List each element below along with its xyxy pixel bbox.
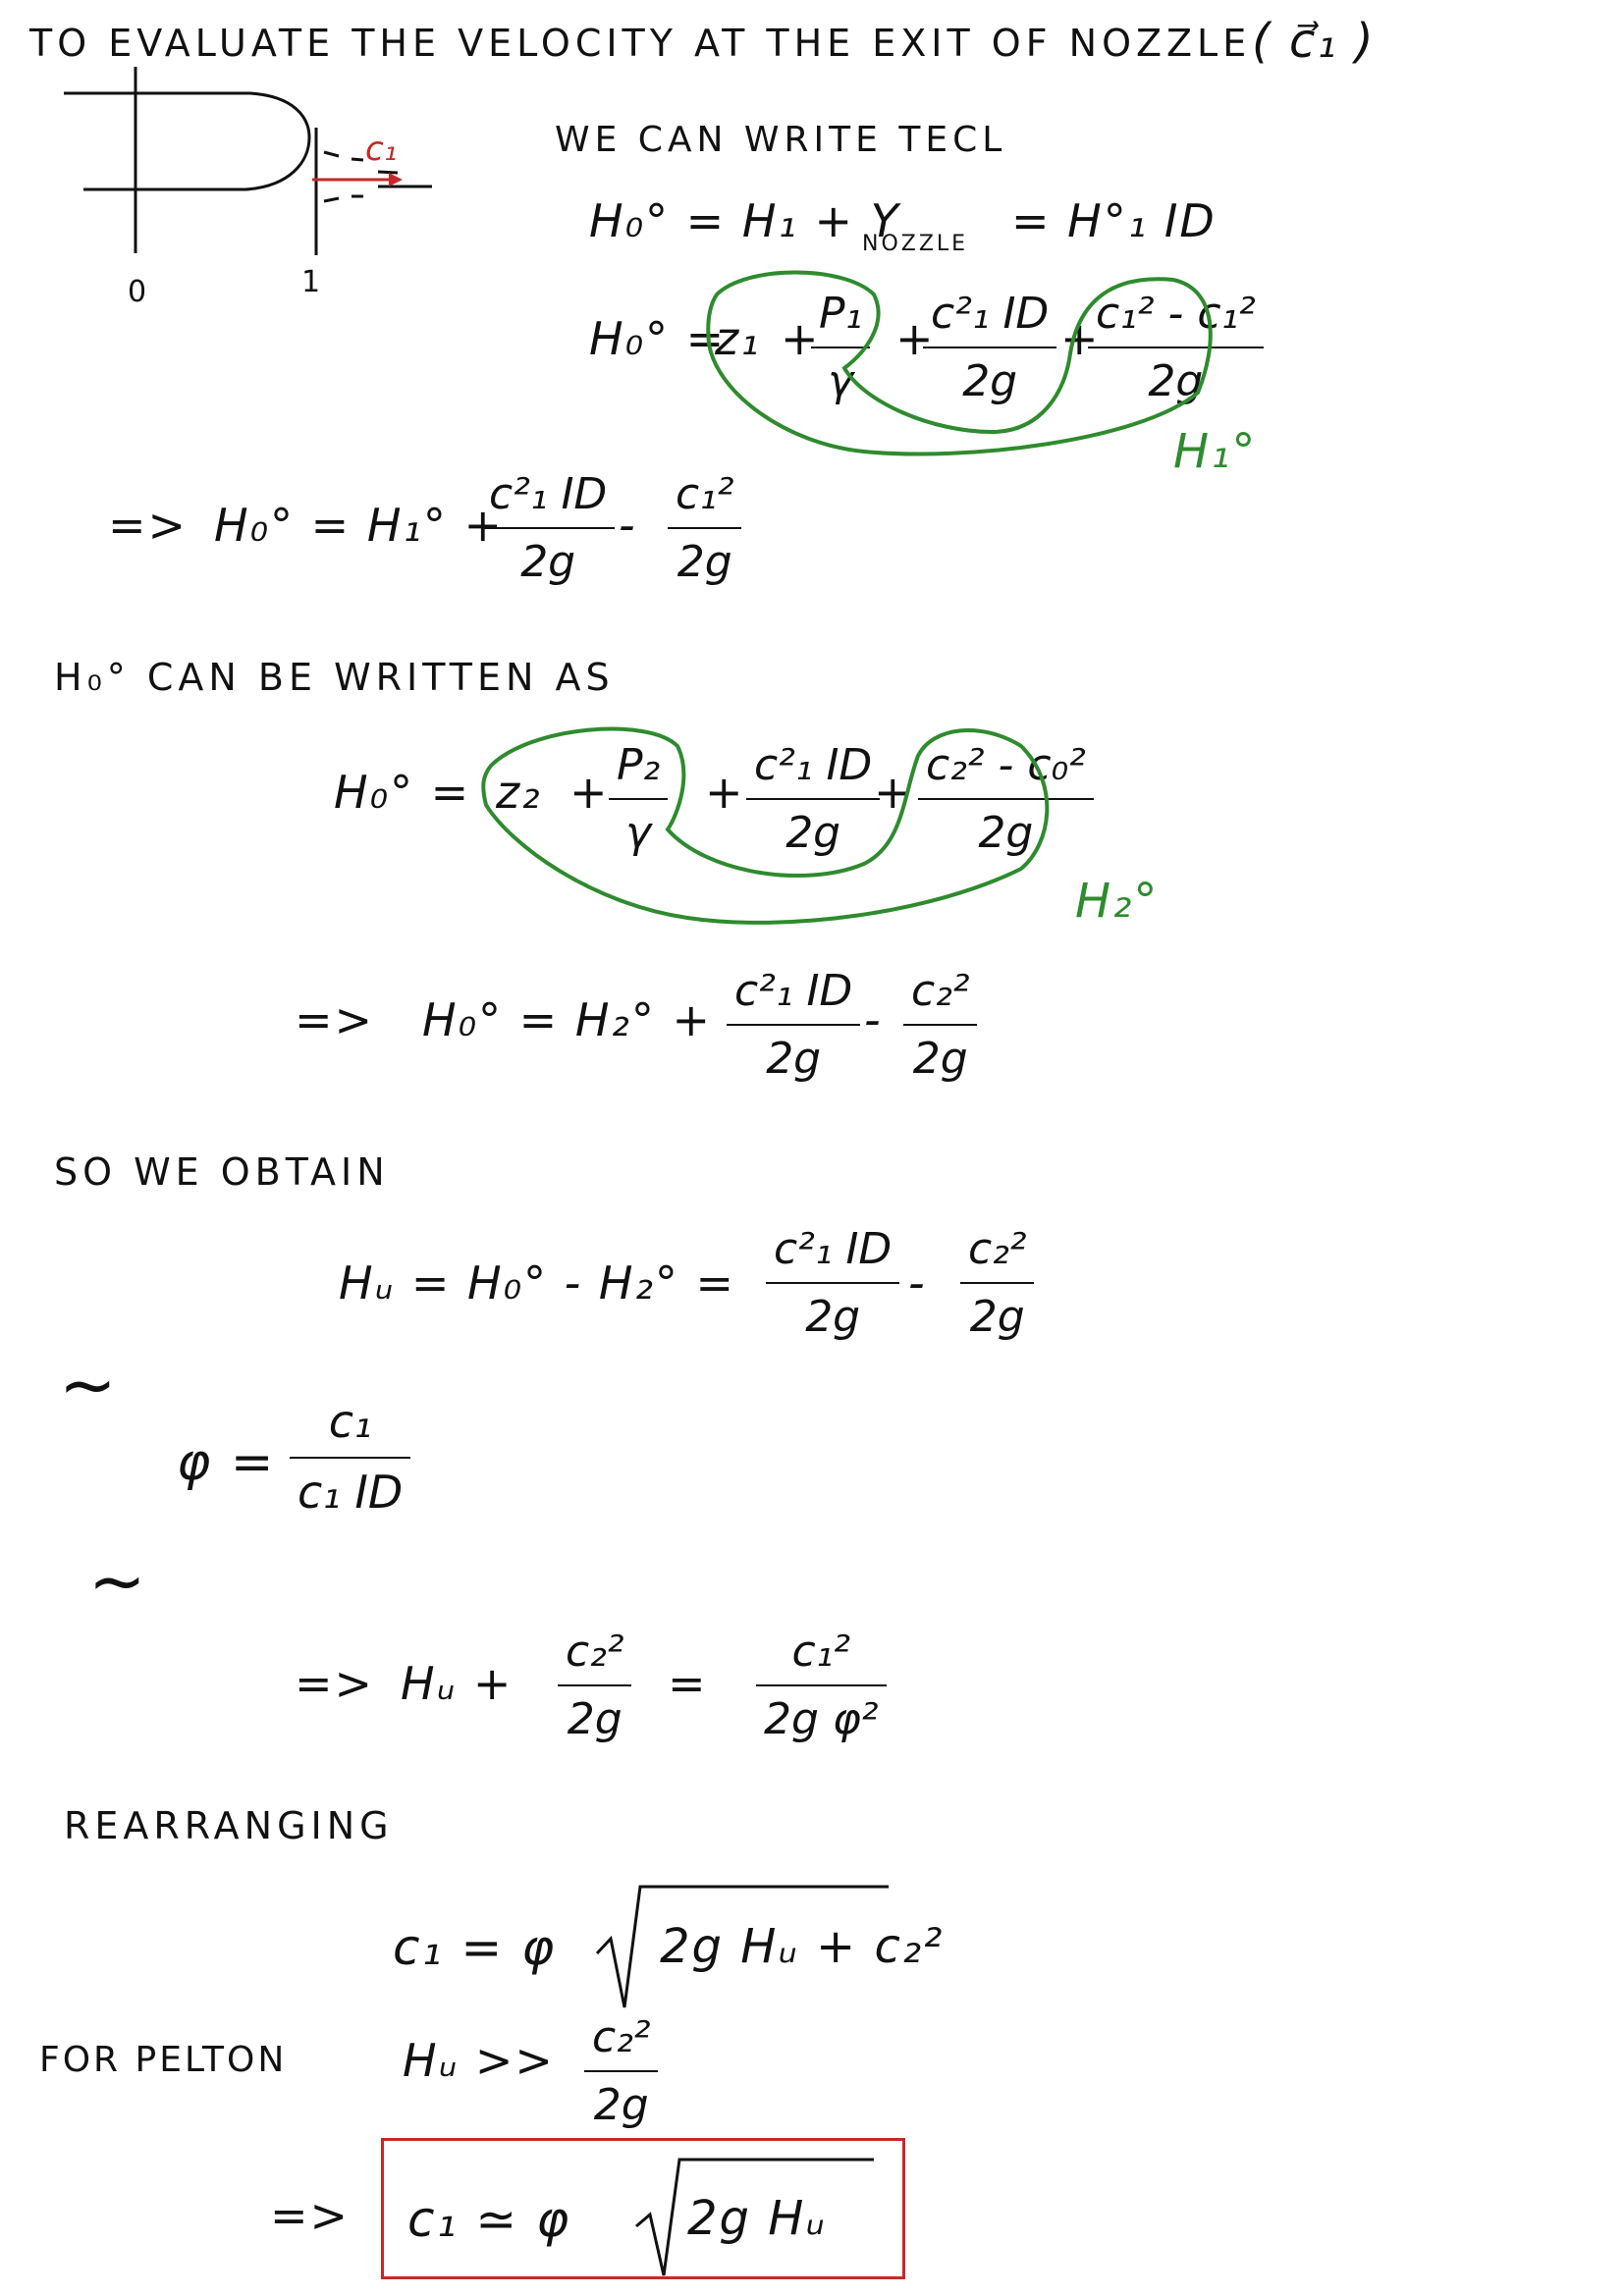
- equation-2-pressure-den: γ: [828, 356, 854, 406]
- equation-1-subscript: NOZZLE: [862, 232, 969, 256]
- equation-2-diff-num: c₁² - c₁²: [1096, 289, 1256, 339]
- equation-6-a-num: c²₁ ID: [774, 1224, 893, 1274]
- equation-7-den: c₁ ID: [298, 1465, 404, 1519]
- equation-9-lhs: c₁ = φ: [393, 1919, 557, 1976]
- equation-6-minus: -: [908, 1256, 927, 1309]
- equation-4-kinetic-den: 2g: [785, 808, 841, 858]
- equation-8-equals: =: [668, 1657, 708, 1710]
- equation-5-lhs: H₀° = H₂° +: [422, 993, 713, 1046]
- equation-2-plus-1: +: [781, 312, 821, 365]
- equation-2-pressure-num: P₁: [819, 289, 863, 339]
- equation-4-lhs: H₀° =: [334, 766, 471, 819]
- equation-1-rhs: = H°₁ ID: [1011, 194, 1217, 247]
- equation-6-b-den: 2g: [969, 1292, 1025, 1342]
- separator-tilde-2: ~: [88, 1541, 146, 1622]
- equation-2-plus-2: +: [895, 312, 936, 365]
- equation-2-z: z₁: [715, 312, 761, 365]
- pelton-lhs: Hᵤ >>: [403, 2034, 555, 2087]
- section-1-label: 1: [301, 265, 321, 299]
- section-0-label: 0: [128, 275, 147, 309]
- equation-4-kinetic-num: c²₁ ID: [754, 740, 873, 790]
- section-2-heading: H₀° CAN BE WRITTEN AS: [54, 656, 615, 699]
- equation-5-b-num: c₂²: [911, 966, 970, 1016]
- equation-7-lhs: φ =: [177, 1433, 276, 1492]
- equation-3-b-num: c₁²: [676, 469, 734, 519]
- equation-8-a-den: 2g: [567, 1694, 623, 1744]
- section-3-heading: SO WE OBTAIN: [54, 1150, 390, 1194]
- equation-3-a-num: c²₁ ID: [489, 469, 608, 519]
- page-heading: TO EVALUATE THE VELOCITY AT THE EXIT OF NOZZLE: [29, 22, 1252, 65]
- equation-1-lhs: H₀° = H₁ + Y: [589, 194, 900, 247]
- final-arrow: =>: [270, 2189, 351, 2242]
- equation-8-b-den: 2g φ²: [764, 1694, 879, 1744]
- equation-5-a-num: c²₁ ID: [734, 966, 853, 1016]
- velocity-label: c₁: [365, 130, 398, 169]
- equation-4-plus-1: +: [569, 766, 610, 819]
- equation-4-pressure-den: γ: [625, 808, 652, 858]
- pelton-den: 2g: [593, 2080, 649, 2130]
- equation-3-b-den: 2g: [677, 537, 732, 587]
- equation-5-b-den: 2g: [912, 1034, 968, 1084]
- equation-8-b-num: c₁²: [791, 1627, 851, 1677]
- intro-text: WE CAN WRITE TECL: [555, 120, 1007, 160]
- pelton-label: FOR PELTON: [39, 2040, 288, 2080]
- equation-2-kinetic-num: c²₁ ID: [931, 289, 1050, 339]
- equation-4-z: z₂: [496, 766, 542, 819]
- equation-2-plus-3: +: [1060, 312, 1101, 365]
- equation-9-radicand: 2g Hᵤ + c₂²: [660, 1919, 945, 1974]
- h1-group-label: H₁°: [1173, 424, 1258, 479]
- h2-group-label: H₂°: [1075, 874, 1160, 929]
- equation-3-arrow: =>: [108, 499, 189, 552]
- equation-4-diff-num: c₂² - c₀²: [926, 740, 1086, 790]
- pelton-num: c₂²: [592, 2012, 651, 2062]
- equation-4-pressure-num: P₂: [617, 740, 661, 790]
- final-lhs: c₁ ≃ φ: [407, 2191, 571, 2248]
- section-4-heading: REARRANGING: [64, 1804, 394, 1847]
- equation-2-lhs: H₀° =: [589, 312, 727, 365]
- equation-2-diff-den: 2g: [1148, 356, 1204, 406]
- h1-group-loop: [708, 273, 1211, 454]
- equation-8-arrow: =>: [295, 1657, 375, 1710]
- equation-3-lhs: H₀° = H₁° +: [214, 499, 505, 552]
- equation-4-plus-3: +: [874, 766, 914, 819]
- equation-7-num: c₁: [328, 1395, 372, 1448]
- equation-8-a-num: c₂²: [566, 1627, 624, 1677]
- final-radicand: 2g Hᵤ: [687, 2191, 827, 2246]
- equation-8-lhs: Hᵤ +: [401, 1657, 514, 1710]
- h2-group-loop: [483, 729, 1047, 923]
- equation-6-b-num: c₂²: [968, 1224, 1027, 1274]
- equation-4-plus-2: +: [705, 766, 745, 819]
- equation-5-a-den: 2g: [766, 1034, 822, 1084]
- equation-5-arrow: =>: [295, 993, 375, 1046]
- equation-6-a-den: 2g: [805, 1292, 861, 1342]
- equation-4-diff-den: 2g: [978, 808, 1034, 858]
- equation-3-a-den: 2g: [520, 537, 576, 587]
- equation-3-minus: -: [619, 499, 637, 552]
- heading-velocity-symbol: ( c⃗₁ ): [1252, 14, 1376, 69]
- equation-2-kinetic-den: 2g: [962, 356, 1018, 406]
- equation-5-minus: -: [864, 993, 883, 1046]
- separator-tilde-1: ~: [59, 1345, 117, 1425]
- equation-6-lhs: Hᵤ = H₀° - H₂° =: [339, 1256, 736, 1309]
